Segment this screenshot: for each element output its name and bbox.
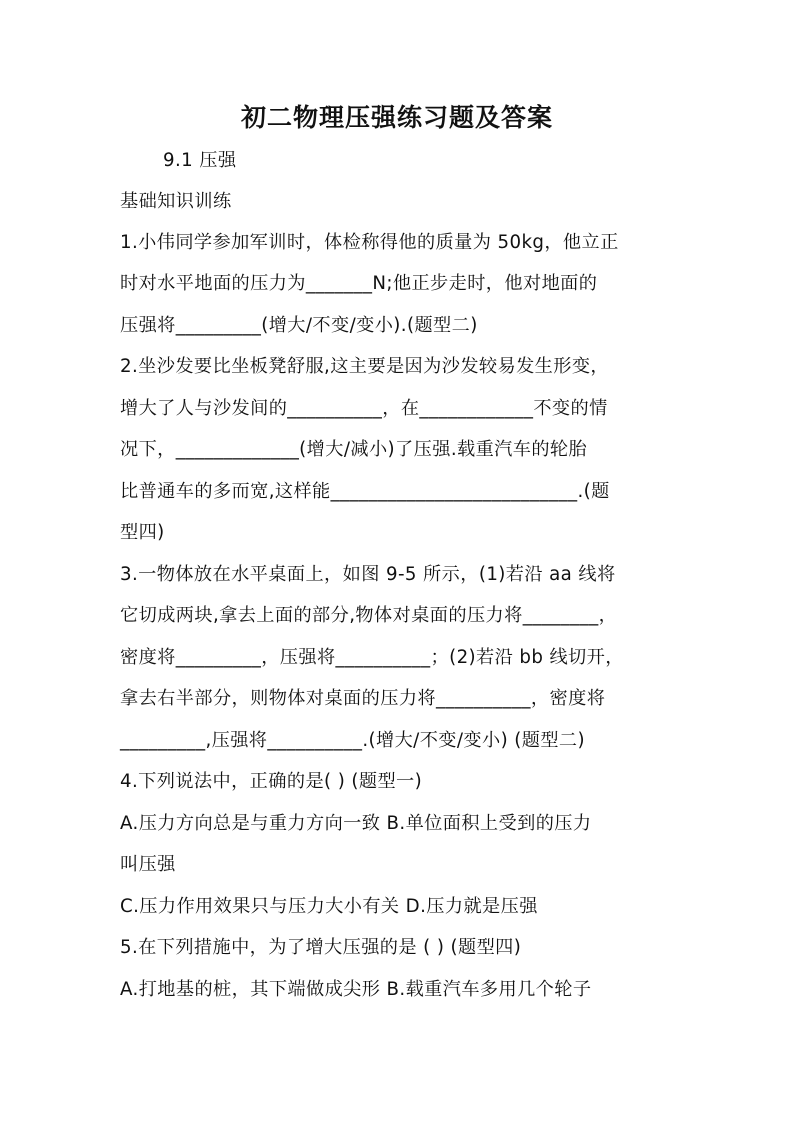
text-line: 叫压强 [120,854,176,875]
text-line: 5.在下列措施中，为了增大压强的是 ( ) (题型四) [120,937,522,958]
text-line: 时对水平地面的压力为_______N;他正步走时，他对地面的 [120,273,598,294]
text-line: A.压力方向总是与重力方向一致 B.单位面积上受到的压力 [120,813,592,834]
text-line: 拿去右半部分，则物体对桌面的压力将__________，密度将 [120,688,606,709]
text-line: 3.一物体放在水平桌面上，如图 9-5 所示，(1)若沿 aa 线将 [120,564,616,585]
text-line: 压强将_________(增大/不变/变小).(题型二) [120,315,478,336]
subsection-heading: 基础知识训练 [120,191,232,212]
text-line: C.压力作用效果只与压力大小有关 D.压力就是压强 [120,896,538,917]
text-line: 比普通车的多而宽,这样能__________________________.(题 [120,481,610,502]
text-line: 况下，_____________(增大/减小)了压强.载重汽车的轮胎 [120,439,588,460]
text-line: 1.小伟同学参加军训时，体检称得他的质量为 50kg，他立正 [120,232,619,253]
text-line: _________,压强将__________.(增大/不变/变小) (题型二) [120,730,586,751]
text-line: 它切成两块,拿去上面的部分,物体对桌面的压力将________， [120,605,618,626]
text-line: A.打地基的桩，其下端做成尖形 B.载重汽车多用几个轮子 [120,979,592,1000]
section-heading: 9.1 压强 [163,150,237,171]
text-line: 4.下列说法中，正确的是( ) (题型一) [120,771,423,792]
text-line: 增大了人与沙发间的__________，在____________不变的情 [120,398,608,419]
text-line: 密度将_________，压强将__________；(2)若沿 bb 线切开， [120,647,624,668]
text-line: 型四) [120,522,165,543]
text-line: 2.坐沙发要比坐板凳舒服,这主要是因为沙发较易发生形变， [120,356,610,377]
document-title: 初二物理压强练习题及答案 [240,103,553,132]
